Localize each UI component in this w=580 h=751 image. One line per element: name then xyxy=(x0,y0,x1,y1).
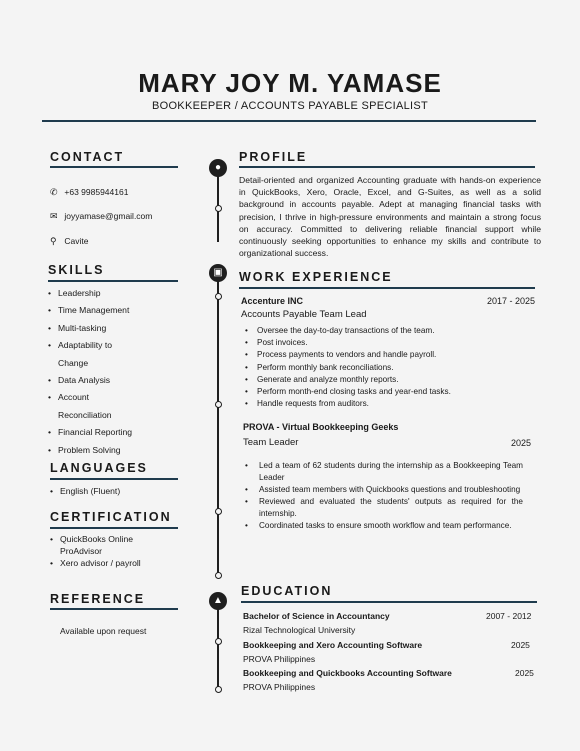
phone-text: +63 9985944161 xyxy=(64,187,129,197)
certification-divider xyxy=(50,527,178,529)
timeline-dot xyxy=(215,401,222,408)
job-duties xyxy=(245,325,535,410)
skill-item: • Time Management xyxy=(48,305,178,322)
duty-item: • Assisted team members with Quickbooks questions and troubleshooting xyxy=(245,484,523,496)
duty-item: • Oversee the day-to-day transactions of the team. xyxy=(245,325,535,337)
job-duties xyxy=(245,460,523,532)
education-degree: Bachelor of Science in Accountancy xyxy=(243,611,390,621)
education-dates: 2025 xyxy=(515,668,534,678)
job-company: Accenture INC xyxy=(241,296,304,306)
contact-title: CONTACT xyxy=(50,150,125,164)
education-school: Rizal Technological University xyxy=(243,625,356,635)
skill-item-cont-text: Change xyxy=(58,357,89,368)
timeline-dot xyxy=(215,638,222,645)
timeline-dot xyxy=(215,508,222,515)
certification-list xyxy=(50,533,150,569)
education-school: PROVA Philippines xyxy=(243,654,316,664)
skills-divider xyxy=(48,280,178,282)
email-text: joyyamase@gmail.com xyxy=(64,211,153,221)
location-pin-icon: ⚲ xyxy=(50,236,57,246)
timeline-line-education xyxy=(217,608,219,688)
phone-icon: ✆ xyxy=(50,187,58,197)
timeline-dot xyxy=(215,686,222,693)
skill-item-cont xyxy=(48,410,178,427)
skill-item: • Financial Reporting xyxy=(48,427,178,444)
skill-item: • Data Analysis xyxy=(48,375,178,392)
education-degree: Bookkeeping and Quickbooks Accounting Software xyxy=(243,668,452,678)
reference-divider xyxy=(50,608,178,610)
education-dates: 2007 - 2012 xyxy=(486,611,532,621)
timeline-dot xyxy=(215,572,222,579)
skill-item-cont xyxy=(48,358,178,375)
timeline-line-work xyxy=(217,280,219,575)
languages-list xyxy=(50,486,178,496)
languages-divider xyxy=(50,478,178,480)
profile-person-icon: ● xyxy=(209,159,227,177)
education-divider xyxy=(241,601,537,603)
header-divider xyxy=(42,120,536,122)
duty-item: • Perform month-end closing tasks and year-end tasks. xyxy=(245,386,535,398)
reference-title: REFERENCE xyxy=(50,592,146,606)
education-school: PROVA Philippines xyxy=(243,682,316,692)
contact-divider xyxy=(50,166,178,168)
skill-item: • Multi-tasking xyxy=(48,323,178,340)
job-company: PROVA - Virtual Bookkeeping Geeks xyxy=(243,422,399,432)
skills-list xyxy=(48,288,178,462)
education-title: EDUCATION xyxy=(241,584,333,598)
skill-item: • Adaptability to xyxy=(48,340,178,357)
email-icon: ✉ xyxy=(50,211,58,221)
skill-item-cont-text: Reconciliation xyxy=(58,409,112,420)
duty-item: • Post invoices. xyxy=(245,337,535,349)
language-item: • English (Fluent) xyxy=(50,486,178,496)
work-divider xyxy=(239,287,535,289)
certification-title: CERTIFICATION xyxy=(50,510,172,524)
languages-title: LANGUAGES xyxy=(50,461,148,475)
duty-item: • Generate and analyze monthly reports. xyxy=(245,374,535,386)
resume-role: BOOKKEEPER / ACCOUNTS PAYABLE SPECIALIST xyxy=(151,100,429,112)
resume-name: MARY JOY M. YAMASE xyxy=(138,68,442,98)
timeline-dot xyxy=(215,205,222,212)
duty-item: • Coordinated tasks to ensure smooth workflow and team performance. xyxy=(245,520,523,532)
duty-item: • Led a team of 62 students during the internship as a Bookkeeping Team Leader xyxy=(245,460,523,484)
contact-location xyxy=(50,236,88,247)
skills-title: SKILLS xyxy=(48,263,105,277)
profile-text: Detail-oriented and organized Accounting graduate with hands-on experience in QuickBooks, Xero, Oracle, Excel, and G-Suites, as well as a solid background in accounts payable. Adept at managing financial tasks with precision, I thrive in high-pressure environments and maintain a strong focus on accuracy. Committed to delivering reliable financial support while continuously seeking opportunities to enhance my skills and contribute to organizational success. xyxy=(239,175,541,259)
education-dates: 2025 xyxy=(511,640,530,650)
contact-email xyxy=(50,211,152,222)
duty-item: • Handle requests from auditors. xyxy=(245,398,535,410)
education-graduation-cap-icon: ▲ xyxy=(209,592,227,610)
duty-item: • Perform monthly bank reconciliations. xyxy=(245,362,535,374)
job-dates: 2025 xyxy=(511,438,532,448)
reference-text: Available upon request xyxy=(60,626,147,636)
work-title: WORK EXPERIENCE xyxy=(239,270,393,284)
job-position: Accounts Payable Team Lead xyxy=(241,309,367,320)
duty-item: • Reviewed and evaluated the students' outputs as required for the internship. xyxy=(245,496,523,520)
duty-item: • Process payments to vendors and handle payroll. xyxy=(245,349,535,361)
profile-title: PROFILE xyxy=(239,150,308,164)
skill-item: • Account xyxy=(48,392,178,409)
skill-item: • Leadership xyxy=(48,288,178,305)
timeline-dot xyxy=(215,293,222,300)
education-degree: Bookkeeping and Xero Accounting Software xyxy=(243,640,423,650)
contact-phone xyxy=(50,187,128,198)
certification-item: • Xero advisor / payroll xyxy=(50,557,150,569)
location-text: Cavite xyxy=(64,236,89,246)
certification-item: • QuickBooks Online ProAdvisor xyxy=(50,533,150,557)
profile-divider xyxy=(239,166,535,168)
work-briefcase-icon: ▣ xyxy=(209,264,227,282)
job-dates: 2017 - 2025 xyxy=(487,296,536,306)
job-position: Team Leader xyxy=(243,437,299,448)
skill-item: • Problem Solving xyxy=(48,445,178,462)
